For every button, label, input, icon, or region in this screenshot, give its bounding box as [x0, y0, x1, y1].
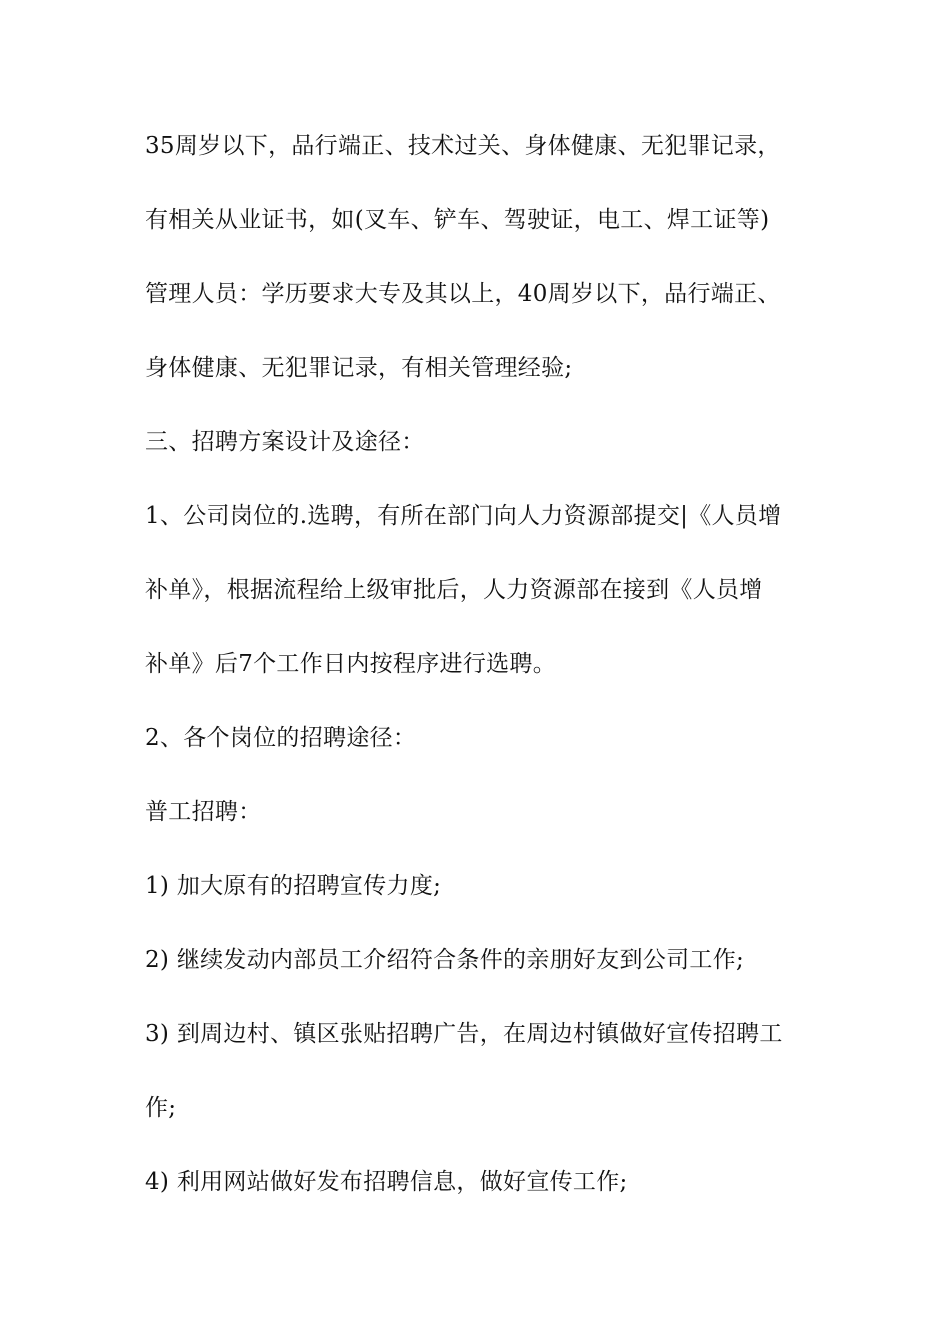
subsection-heading: 普工招聘：	[145, 799, 262, 825]
list-item: 2) 继续发动内部员工介绍符合条件的亲朋好友到公司工作;	[145, 947, 745, 973]
text-line: 管理人员：学历要求大专及其以上，40周岁以下，品行端正、	[145, 281, 781, 307]
list-item: 3) 到周边村、镇区张贴招聘广告，在周边村镇做好宣传招聘工	[145, 1021, 783, 1047]
text-line: 1、公司岗位的.选聘，有所在部门向人力资源部提交|《人员增	[145, 503, 782, 529]
text-line: 身体健康、无犯罪记录，有相关管理经验;	[145, 355, 573, 381]
section-heading: 三、招聘方案设计及途径：	[145, 429, 425, 455]
list-item-continuation: 作;	[145, 1095, 177, 1121]
text-line: 有相关从业证书，如(叉车、铲车、驾驶证，电工、焊工证等)	[145, 207, 770, 233]
list-item: 1) 加大原有的招聘宣传力度;	[145, 873, 442, 899]
text-line: 补单》后7个工作日内按程序进行选聘。	[145, 651, 557, 677]
text-line: 补单》，根据流程给上级审批后，人力资源部在接到《人员增	[145, 577, 763, 603]
list-item: 4) 利用网站做好发布招聘信息，做好宣传工作;	[145, 1169, 628, 1195]
document-body	[145, 131, 825, 1241]
subsection-heading: 2、各个岗位的招聘途径：	[145, 725, 417, 751]
text-line: 35周岁以下，品行端正、技术过关、身体健康、无犯罪记录，	[145, 133, 781, 159]
